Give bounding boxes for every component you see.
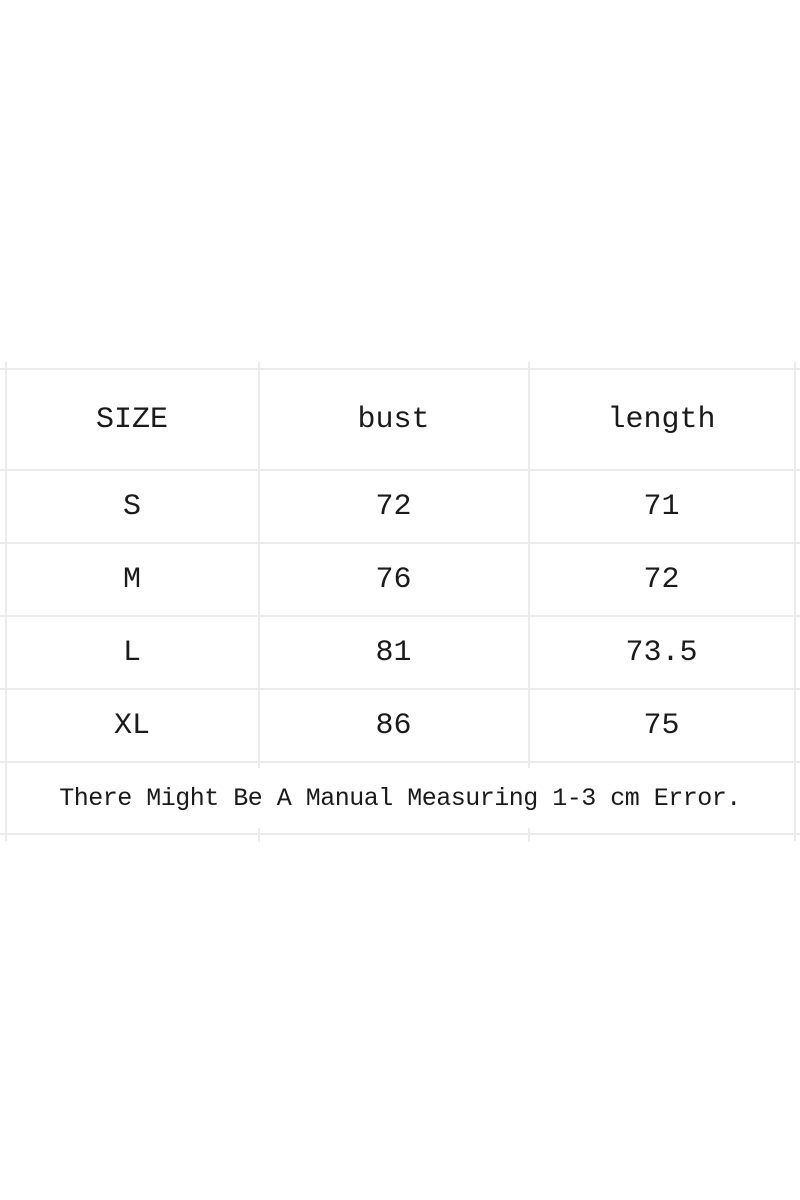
table-header-row [5,369,795,470]
table-row-m [5,543,795,616]
bust-value: 72 [375,489,412,524]
size-label: S [122,489,141,524]
length-value: 72 [643,562,680,597]
column-header-length: length [607,402,716,437]
size-label: M [122,562,141,597]
bust-value: 81 [375,635,412,670]
table-row-xl [5,689,795,762]
table-row-l [5,616,795,689]
size-label: L [122,635,141,670]
length-value: 75 [643,708,680,743]
length-value: 73.5 [625,635,698,670]
size-label: XL [113,708,150,743]
bust-value: 76 [375,562,412,597]
column-header-size: SIZE [95,402,168,437]
bust-value: 86 [375,708,412,743]
table-row-s [5,470,795,543]
length-value: 71 [643,489,680,524]
column-header-bust: bust [357,402,430,437]
measuring-error-note: There Might Be A Manual Measuring 1-3 cm Error. [59,783,741,813]
